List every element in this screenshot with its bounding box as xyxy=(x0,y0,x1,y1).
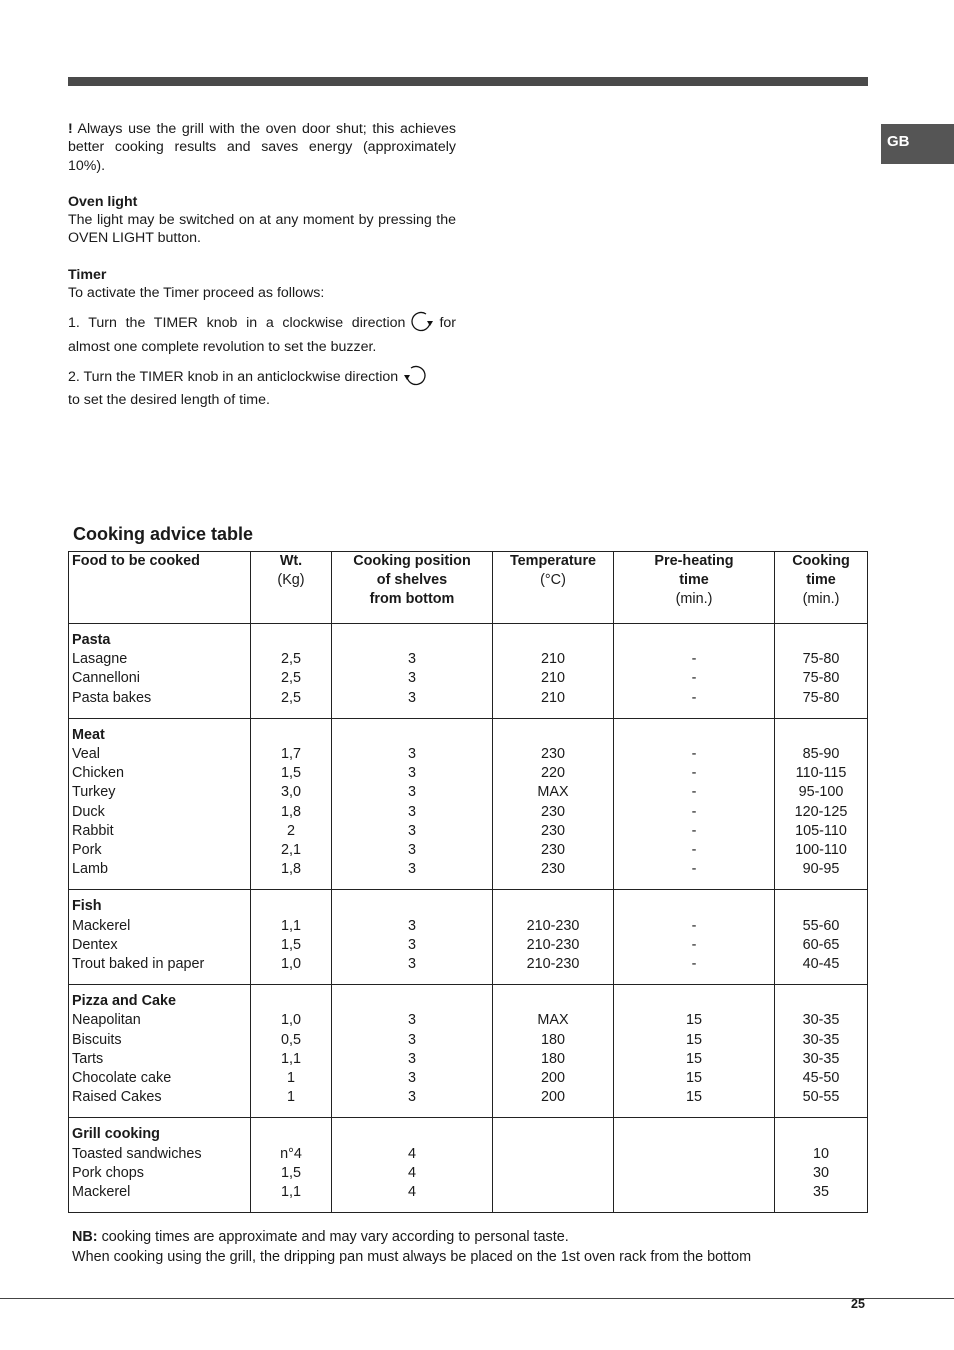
cell-value: n°4 xyxy=(280,1145,302,1162)
spacer xyxy=(332,631,492,650)
table-cell xyxy=(775,1118,868,1213)
table-cell xyxy=(775,985,868,1118)
header-cell xyxy=(69,552,251,624)
cell-value: 1,1 xyxy=(280,917,301,934)
table-cell xyxy=(251,890,332,985)
cell-value: 2,5 xyxy=(280,689,301,706)
cell-value: 10 xyxy=(812,1145,829,1162)
group-name: Pizza and Cake xyxy=(72,993,176,1010)
spacer xyxy=(775,726,867,745)
notes-section xyxy=(72,1228,751,1267)
page-number: 25 xyxy=(851,1297,865,1311)
spacer xyxy=(493,1125,613,1144)
cell-value: 3 xyxy=(407,936,416,953)
timer-text: To activate the Timer proceed as follows: xyxy=(68,285,325,302)
cell-value: 1,5 xyxy=(280,936,301,953)
table-cell xyxy=(69,890,251,985)
cell-value: 180 xyxy=(540,1031,565,1048)
table-cell xyxy=(332,890,493,985)
cell-value: 90-95 xyxy=(802,861,840,878)
cell-value: Turkey xyxy=(72,784,116,801)
cell-value: Lasagne xyxy=(72,651,128,668)
cell-value: - xyxy=(691,956,697,973)
cell-value: 4 xyxy=(407,1184,416,1201)
group-name: Pasta xyxy=(72,632,111,648)
cell-value: 210-230 xyxy=(526,936,580,953)
cell-value: 100-110 xyxy=(795,842,847,859)
cooking-advice-table xyxy=(68,551,868,1213)
cell-value: - xyxy=(691,784,697,801)
cell-value: 3 xyxy=(407,765,416,782)
cell-value: 1 xyxy=(286,1089,295,1106)
cell-value: 35 xyxy=(812,1184,829,1201)
cell-value: 120-125 xyxy=(794,803,848,820)
spacer xyxy=(775,897,867,916)
clockwise-arrow-icon xyxy=(409,310,435,337)
header-text: Wt. xyxy=(279,553,303,569)
cell-value: - xyxy=(691,651,697,668)
cell-value: 30-35 xyxy=(802,1050,840,1067)
cell-value: Pork chops xyxy=(72,1164,144,1181)
cell-value: 3 xyxy=(407,842,416,859)
table-cell xyxy=(775,718,868,890)
cell-value: 3 xyxy=(407,822,416,839)
cell-value: 1,1 xyxy=(280,1184,301,1201)
group-name: Grill cooking xyxy=(72,1126,160,1143)
cell-value: 3 xyxy=(407,670,416,687)
cell-value: Pasta bakes xyxy=(72,689,152,706)
spacer xyxy=(614,897,774,916)
header-text: of shelves xyxy=(376,572,448,589)
table-title: Cooking advice table xyxy=(73,524,254,544)
table-cell xyxy=(251,718,332,890)
cell-value: 3 xyxy=(407,1012,416,1029)
table-cell xyxy=(69,985,251,1118)
table-cell xyxy=(493,985,614,1118)
spacer xyxy=(251,631,331,650)
spacer xyxy=(251,992,331,1011)
cell-value: 3 xyxy=(407,746,416,763)
group-name: Meat xyxy=(72,726,105,743)
table-header-row xyxy=(69,552,868,624)
cell-value: - xyxy=(691,765,697,782)
cell-value: 1,1 xyxy=(280,1050,301,1067)
cell-value: 75-80 xyxy=(802,689,840,706)
cell-value: 15 xyxy=(685,1070,702,1087)
cell-value: 3 xyxy=(407,1089,416,1106)
cell-value: - xyxy=(691,936,697,953)
cell-value: 3 xyxy=(407,803,416,820)
spacer xyxy=(614,726,774,745)
cell-value: 200 xyxy=(540,1089,565,1106)
table-cell xyxy=(251,624,332,719)
cell-value: 1,8 xyxy=(280,803,301,820)
cell-value: 3 xyxy=(407,1031,416,1048)
cell-value: Mackerel xyxy=(72,917,131,934)
table-cell xyxy=(614,1118,775,1213)
header-unit: (min.) xyxy=(675,591,713,608)
cell-value: - xyxy=(691,746,697,763)
header-cell xyxy=(775,552,868,624)
cell-value: 60-65 xyxy=(802,936,840,953)
cell-value: - xyxy=(691,670,697,687)
header-rule xyxy=(68,77,868,86)
cell-value: 1,5 xyxy=(280,765,301,782)
cell-value: Trout baked in paper xyxy=(72,956,205,973)
cell-value: Neapolitan xyxy=(72,1012,141,1029)
cell-value: 110-115 xyxy=(795,765,847,782)
cell-value: 3 xyxy=(407,1070,416,1087)
cell-value: 1,0 xyxy=(280,1012,301,1029)
cell-value: 105-110 xyxy=(795,822,847,839)
cell-value: 230 xyxy=(540,746,565,763)
header-cell xyxy=(332,552,493,624)
cell-value: MAX xyxy=(537,1012,569,1029)
cell-value: 4 xyxy=(407,1145,416,1162)
cell-value: 2,1 xyxy=(280,842,301,859)
cell-value: 3,0 xyxy=(280,784,301,801)
timer-heading: Timer xyxy=(68,266,107,283)
cell-value: 1,5 xyxy=(280,1164,301,1181)
spacer xyxy=(332,992,492,1011)
cell-value: 180 xyxy=(540,1050,565,1067)
cell-value: Toasted sandwiches xyxy=(72,1145,202,1162)
cell-value: 55-60 xyxy=(802,917,840,934)
oven-light-text: The light may be switched on at any moment by pressing the OVEN LIGHT button. xyxy=(68,212,456,247)
cell-value: Duck xyxy=(72,803,105,820)
header-text: Cooking position xyxy=(353,553,471,569)
header-text: Temperature xyxy=(509,553,597,569)
table-cell xyxy=(251,985,332,1118)
header-unit: (Kg) xyxy=(277,572,305,589)
cell-value: 75-80 xyxy=(802,670,840,687)
cell-value: - xyxy=(691,803,697,820)
cell-value: 30-35 xyxy=(802,1031,840,1048)
cell-value: 15 xyxy=(685,1089,702,1106)
spacer xyxy=(614,631,774,650)
cell-value: Biscuits xyxy=(72,1031,122,1048)
cell-value: 2,5 xyxy=(280,651,301,668)
cell-value: 210 xyxy=(540,651,565,668)
header-text: from bottom xyxy=(369,591,455,608)
cell-value: Rabbit xyxy=(72,822,114,839)
cell-value: 75-80 xyxy=(802,651,840,668)
cell-value: 45-50 xyxy=(802,1070,840,1087)
table-cell xyxy=(251,1118,332,1213)
cell-value: 3 xyxy=(407,956,416,973)
nb-text: cooking times are approximate and may vary according to personal taste. xyxy=(97,1229,569,1245)
cell-value: MAX xyxy=(537,784,569,801)
spacer xyxy=(493,726,613,745)
table-row xyxy=(69,624,868,719)
cell-value: 3 xyxy=(407,1050,416,1067)
table-row xyxy=(69,718,868,890)
warning-paragraph xyxy=(68,120,456,175)
spacer xyxy=(614,992,774,1011)
spacer xyxy=(251,897,331,916)
cell-value: Veal xyxy=(72,746,101,763)
cell-value: 3 xyxy=(407,784,416,801)
spacer xyxy=(251,1125,331,1144)
table-cell xyxy=(493,890,614,985)
oven-light-heading: Oven light xyxy=(68,193,138,210)
cell-value: Chicken xyxy=(72,765,124,782)
cell-value: 15 xyxy=(685,1050,702,1067)
cell-value: 210 xyxy=(540,689,565,706)
table-row xyxy=(69,1118,868,1213)
nb-label: NB: xyxy=(72,1229,98,1245)
table-cell xyxy=(775,890,868,985)
spacer xyxy=(775,631,867,650)
cell-value: 1 xyxy=(286,1070,295,1087)
cell-value: Lamb xyxy=(72,861,108,878)
language-tab: GB xyxy=(881,124,954,164)
cell-value: Raised Cakes xyxy=(72,1089,162,1106)
table-cell xyxy=(614,624,775,719)
header-text: Pre-heating xyxy=(654,553,734,569)
cell-value: 230 xyxy=(540,803,565,820)
cell-value: - xyxy=(691,917,697,934)
spacer xyxy=(614,1125,774,1144)
header-cell xyxy=(251,552,332,624)
footer-rule xyxy=(0,1298,954,1299)
group-name: Fish xyxy=(72,898,102,915)
cell-value: - xyxy=(691,861,697,878)
cell-value: 1,7 xyxy=(280,746,301,763)
cell-value: Mackerel xyxy=(72,1184,131,1201)
cell-value: 230 xyxy=(540,861,565,878)
header-cell xyxy=(614,552,775,624)
table-row xyxy=(69,985,868,1118)
spacer xyxy=(493,897,613,916)
cell-value: Chocolate cake xyxy=(72,1070,172,1087)
spacer xyxy=(775,992,867,1011)
table-cell xyxy=(614,985,775,1118)
cell-value: Tarts xyxy=(72,1050,104,1067)
spacer xyxy=(332,897,492,916)
header-cell xyxy=(493,552,614,624)
cell-value: 15 xyxy=(685,1031,702,1048)
table-cell xyxy=(69,718,251,890)
cell-value: Pork xyxy=(72,842,102,859)
cell-value: 2 xyxy=(286,822,295,839)
cell-value: 4 xyxy=(407,1164,416,1181)
table-cell xyxy=(493,718,614,890)
grill-note: When cooking using the grill, the dripping pan must always be placed on the 1st oven rack from the bottom xyxy=(72,1248,752,1265)
cell-value: 210-230 xyxy=(526,917,580,934)
spacer xyxy=(775,1125,867,1144)
header-text: time xyxy=(679,572,709,589)
table-cell xyxy=(332,718,493,890)
table-cell xyxy=(69,1118,251,1213)
table-cell xyxy=(775,624,868,719)
cell-value: 95-100 xyxy=(798,784,844,801)
table-cell xyxy=(332,985,493,1118)
table-cell xyxy=(614,890,775,985)
warning-text: Always use the grill with the oven door shut; this achieves better cooking results and saves energy (approximately 10%). xyxy=(68,121,456,174)
warning-mark: ! xyxy=(68,121,73,137)
cell-value: 220 xyxy=(540,765,565,782)
spacer xyxy=(332,1125,492,1144)
cell-value: Dentex xyxy=(72,936,118,953)
spacer xyxy=(251,726,331,745)
timer-step-2: 2. Turn the TIMER knob in an anticlockwise direction to set the desired length of time. xyxy=(68,364,456,410)
cell-value: 3 xyxy=(407,861,416,878)
table-cell xyxy=(332,1118,493,1213)
spacer xyxy=(493,992,613,1011)
cell-value: 3 xyxy=(407,689,416,706)
cell-value: 230 xyxy=(540,842,565,859)
header-text: Cooking xyxy=(792,553,850,569)
header-unit: (°C) xyxy=(540,572,566,589)
cell-value: 210-230 xyxy=(526,956,580,973)
table-cell xyxy=(69,624,251,719)
cell-value: Cannelloni xyxy=(72,670,141,687)
cell-value: 200 xyxy=(540,1070,565,1087)
table-cell xyxy=(493,624,614,719)
cell-value: 1,8 xyxy=(280,861,301,878)
cell-value: 3 xyxy=(407,651,416,668)
spacer xyxy=(493,631,613,650)
cell-value: 40-45 xyxy=(802,956,840,973)
cell-value: 0,5 xyxy=(280,1031,301,1048)
cell-value: 50-55 xyxy=(802,1089,840,1106)
cell-value: - xyxy=(691,842,697,859)
intro-section xyxy=(68,120,456,410)
cell-value: 30 xyxy=(812,1164,829,1181)
cell-value: - xyxy=(691,689,697,706)
anticlockwise-arrow-icon xyxy=(402,364,428,391)
header-text: Food to be cooked xyxy=(72,553,200,569)
table-cell xyxy=(493,1118,614,1213)
table-row xyxy=(69,890,868,985)
table-cell xyxy=(332,624,493,719)
cell-value: 15 xyxy=(685,1012,702,1029)
cell-value: 2,5 xyxy=(280,670,301,687)
header-unit: (min.) xyxy=(802,591,840,608)
cell-value: 3 xyxy=(407,917,416,934)
spacer xyxy=(332,726,492,745)
table-cell xyxy=(614,718,775,890)
cell-value: 210 xyxy=(540,670,565,687)
cell-value: 230 xyxy=(540,822,565,839)
cell-value: 1,0 xyxy=(280,956,301,973)
timer-step-1: 1. Turn the TIMER knob in a clockwise direction for almost one complete revolution to set the buzzer. xyxy=(68,310,456,356)
cell-value: 30-35 xyxy=(802,1012,840,1029)
nb-note xyxy=(72,1228,751,1248)
header-text: time xyxy=(806,572,836,589)
cell-value: - xyxy=(691,822,697,839)
cell-value: 85-90 xyxy=(802,746,840,763)
